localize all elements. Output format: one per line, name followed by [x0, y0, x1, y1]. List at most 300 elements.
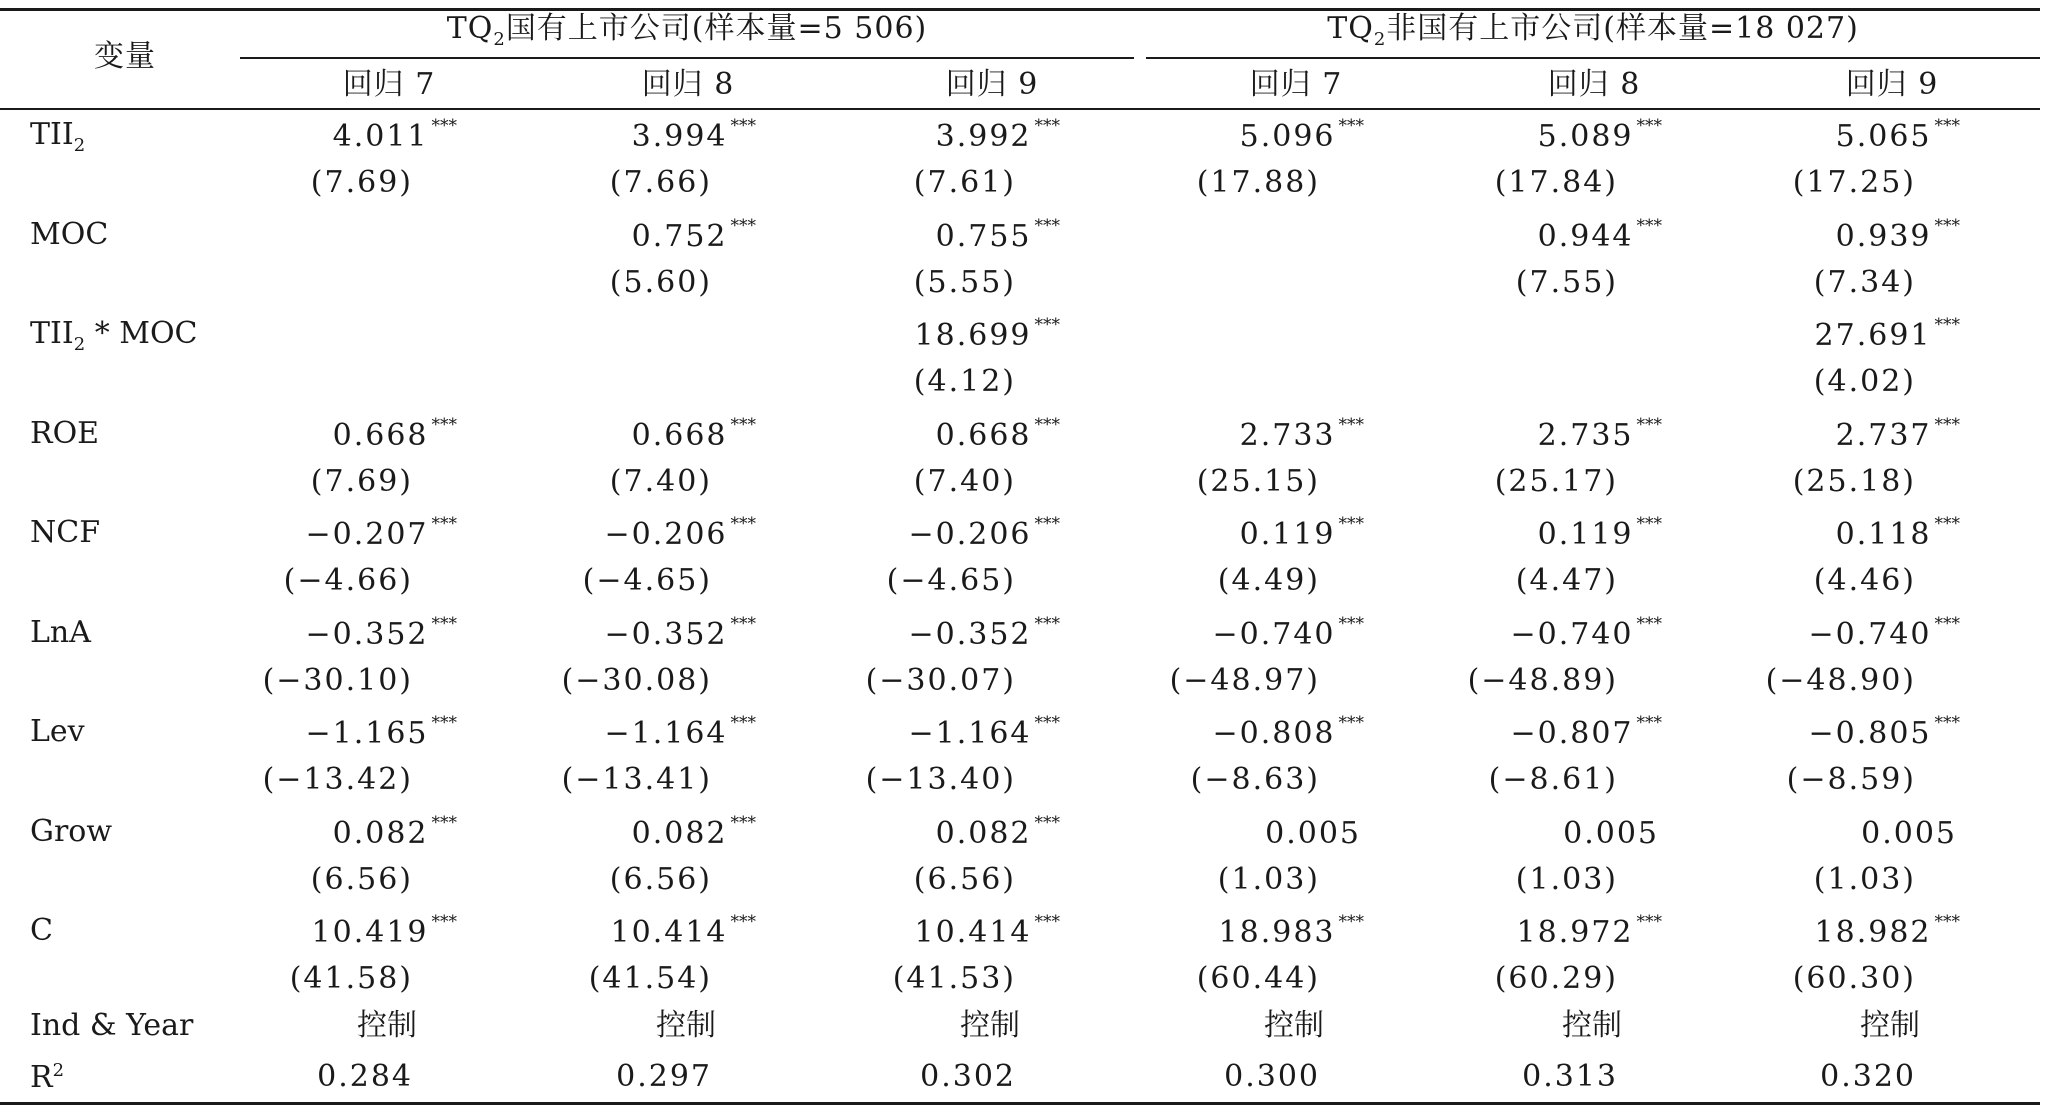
- t-statistic-cell: [913, 861, 1016, 897]
- coefficient-value: 18.699: [914, 318, 1032, 353]
- r-squared-label: [30, 1062, 64, 1093]
- row-label: [30, 913, 53, 948]
- coefficient-value: 3.994: [631, 119, 728, 154]
- r-squared-value: 0.300: [1224, 1059, 1320, 1094]
- t-statistic-cell: [1813, 563, 1916, 598]
- row-label: [30, 216, 109, 252]
- significance-stars: ***: [1034, 215, 1060, 236]
- header-rule: [0, 108, 2040, 110]
- t-statistic-cell: [1488, 762, 1618, 797]
- t-statistic-value: (25.17): [1494, 463, 1618, 499]
- coefficient-value: −0.352: [908, 616, 1032, 652]
- t-statistic-value: (60.30): [1792, 961, 1916, 996]
- control-cell: [656, 1008, 716, 1043]
- t-statistic-value: (1.03): [1217, 861, 1320, 897]
- coefficient-cell: [604, 713, 756, 751]
- t-statistic-value: (−8.63): [1190, 762, 1320, 797]
- significance-stars: ***: [730, 414, 756, 435]
- t-statistic-value: (41.53): [892, 961, 1016, 996]
- row-label-text: NCF: [30, 515, 101, 550]
- t-statistic-value: (25.18): [1792, 463, 1916, 499]
- t-statistic-cell: [865, 762, 1016, 797]
- coefficient-value: −0.206: [908, 517, 1032, 552]
- group-header-subscript: 2: [493, 29, 506, 50]
- control-cell: [1860, 1008, 1920, 1043]
- r-squared-cell: [920, 1059, 1016, 1094]
- significance-stars: ***: [1338, 116, 1364, 136]
- coefficient-value: −0.808: [1212, 716, 1336, 751]
- t-statistic-cell: [886, 563, 1016, 598]
- control-cell-text: 控制: [656, 1008, 716, 1043]
- significance-stars: ***: [1034, 514, 1060, 534]
- significance-stars: ***: [1034, 912, 1060, 932]
- t-statistic-cell: [310, 463, 413, 499]
- t-statistic-cell: [1786, 762, 1916, 797]
- coefficient-cell: [1835, 414, 1960, 453]
- coefficient-value: −1.165: [305, 716, 429, 751]
- r-squared-value: 0.284: [317, 1059, 413, 1094]
- coefficient-cell: [935, 215, 1060, 254]
- coefficient-value: −0.352: [305, 616, 429, 652]
- coefficient-cell: [305, 713, 457, 751]
- control-cell: [960, 1008, 1020, 1043]
- t-statistic-cell: [1494, 165, 1618, 200]
- significance-stars: ***: [1636, 912, 1662, 932]
- coefficient-value: 5.089: [1537, 119, 1634, 154]
- row-label-text: C: [30, 913, 53, 948]
- column-header-text: 回归 7: [342, 67, 436, 102]
- coefficient-cell: [1212, 613, 1364, 652]
- coefficient-value: 0.668: [935, 417, 1032, 453]
- bottom-rule: [0, 1102, 2040, 1105]
- coefficient-value: −1.164: [604, 716, 728, 751]
- coefficient-cell: [1537, 514, 1662, 552]
- t-statistic-value: (−4.66): [283, 563, 413, 598]
- t-statistic-cell: [310, 861, 413, 897]
- t-statistic-value: (−8.61): [1488, 762, 1618, 797]
- significance-stars: ***: [1934, 613, 1960, 634]
- group-header-subscript: 2: [1373, 29, 1387, 50]
- t-statistic-cell: [1494, 961, 1618, 996]
- control-cell: [1562, 1008, 1622, 1043]
- control-cell-text: 控制: [1860, 1008, 1920, 1043]
- significance-stars: ***: [1338, 912, 1364, 932]
- group-header-prefix: TQ: [446, 11, 494, 46]
- t-statistic-cell: [1196, 165, 1320, 200]
- coefficient-cell: [305, 613, 457, 652]
- t-statistic-value: (60.29): [1494, 961, 1618, 996]
- coefficient-value: −0.740: [1510, 616, 1634, 652]
- r-squared-cell: [1522, 1059, 1618, 1094]
- t-statistic-cell: [262, 662, 413, 698]
- coefficient-cell: [311, 912, 457, 950]
- t-statistic-value: (−4.65): [886, 563, 1016, 598]
- t-statistic-cell: [913, 463, 1016, 499]
- row-label-text: ROE: [30, 415, 100, 451]
- t-statistic-cell: [892, 961, 1016, 996]
- t-statistic-value: (41.54): [588, 961, 712, 996]
- significance-stars: ***: [730, 116, 756, 136]
- significance-stars: ***: [431, 613, 457, 634]
- coefficient-value: 10.414: [914, 915, 1032, 950]
- control-cell-text: 控制: [1562, 1008, 1622, 1043]
- coefficient-value: 0.005: [1861, 815, 1957, 851]
- row-label-subscript: 2: [73, 334, 86, 355]
- t-statistic-cell: [588, 961, 712, 996]
- coefficient-cell: [332, 812, 457, 851]
- significance-stars: ***: [730, 713, 756, 733]
- row-label-text: Grow: [30, 813, 113, 849]
- control-cell: [357, 1008, 417, 1043]
- column-header: [1547, 67, 1641, 102]
- t-statistic-value: (−13.41): [561, 762, 712, 797]
- group-rule-right: [1146, 57, 2040, 59]
- significance-stars: ***: [1338, 613, 1364, 634]
- r-squared-cell: [1820, 1059, 1916, 1094]
- t-statistic-value: (7.69): [310, 165, 413, 200]
- coefficient-value: −1.164: [908, 716, 1032, 751]
- t-statistic-value: (−30.10): [262, 662, 413, 698]
- coefficient-cell: [1537, 116, 1662, 154]
- t-statistic-value: (7.55): [1515, 264, 1618, 300]
- coefficient-cell: [1835, 215, 1960, 254]
- t-statistic-cell: [1515, 861, 1618, 897]
- coefficient-cell: [1537, 414, 1662, 453]
- column-header: [945, 67, 1039, 102]
- significance-stars: ***: [1934, 514, 1960, 534]
- coefficient-value: 5.096: [1239, 119, 1336, 154]
- significance-stars: ***: [1636, 613, 1662, 634]
- coefficient-cell: [631, 414, 756, 453]
- significance-stars: ***: [1034, 713, 1060, 733]
- control-cell-text: 控制: [357, 1008, 417, 1043]
- group-header-prefix: TQ: [1327, 11, 1374, 46]
- t-statistic-cell: [262, 762, 413, 797]
- coefficient-value: 0.119: [1239, 517, 1336, 552]
- coefficient-value: 0.752: [631, 218, 728, 254]
- coefficient-value: 0.939: [1835, 218, 1932, 254]
- coefficient-cell: [610, 912, 756, 950]
- r-squared-label-text: R: [30, 1060, 53, 1095]
- t-statistic-value: (7.40): [609, 463, 712, 499]
- significance-stars: ***: [1034, 613, 1060, 634]
- coefficient-cell: [1239, 116, 1364, 154]
- significance-stars: ***: [1034, 414, 1060, 435]
- coefficient-value: −0.807: [1510, 716, 1634, 751]
- t-statistic-value: (7.40): [913, 463, 1016, 499]
- coefficient-value: 0.082: [935, 815, 1032, 851]
- t-statistic-value: (6.56): [913, 861, 1016, 897]
- column-header-text: 回归 8: [641, 67, 735, 102]
- coefficient-cell: [305, 514, 457, 552]
- coefficient-value: −0.352: [604, 616, 728, 652]
- t-statistic-value: (−30.08): [561, 662, 712, 698]
- coefficient-cell: [1265, 815, 1364, 851]
- group-rule-left: [240, 57, 1134, 59]
- coefficient-value: 5.065: [1835, 119, 1932, 154]
- significance-stars: ***: [431, 116, 457, 136]
- t-statistic-cell: [609, 463, 712, 499]
- coefficient-cell: [604, 613, 756, 652]
- t-statistic-cell: [1792, 463, 1916, 499]
- coefficient-cell: [914, 912, 1060, 950]
- coefficient-cell: [1537, 215, 1662, 254]
- coefficient-value: 2.735: [1537, 417, 1634, 453]
- coefficient-cell: [1563, 815, 1662, 851]
- control-cell-text: 控制: [960, 1008, 1020, 1043]
- column-header-text: 回归 9: [945, 67, 1039, 102]
- t-statistic-value: (6.56): [609, 861, 712, 897]
- significance-stars: ***: [431, 713, 457, 733]
- significance-stars: ***: [1034, 116, 1060, 136]
- t-statistic-cell: [1217, 861, 1320, 897]
- t-statistic-value: (−48.89): [1467, 662, 1618, 698]
- t-statistic-cell: [1467, 662, 1618, 698]
- significance-stars: ***: [1338, 414, 1364, 435]
- coefficient-cell: [935, 812, 1060, 851]
- row-label-text: Lev: [30, 714, 85, 749]
- coefficient-cell: [1218, 912, 1364, 950]
- column-header: [641, 67, 735, 102]
- r-squared-cell: [317, 1059, 413, 1094]
- coefficient-value: 10.419: [311, 915, 429, 950]
- t-statistic-value: (−13.42): [262, 762, 413, 797]
- significance-stars: ***: [1934, 713, 1960, 733]
- control-row-label: [30, 1008, 194, 1043]
- t-statistic-cell: [609, 264, 712, 300]
- significance-stars: ***: [1934, 912, 1960, 932]
- coefficient-value: 0.944: [1537, 218, 1634, 254]
- t-statistic-cell: [1217, 563, 1320, 598]
- coefficient-value: 4.011: [332, 119, 429, 154]
- column-header-text: 回归 8: [1547, 67, 1641, 102]
- t-statistic-value: (25.15): [1196, 463, 1320, 499]
- t-statistic-value: (7.34): [1813, 264, 1916, 300]
- row-label: [30, 415, 100, 451]
- coefficient-cell: [631, 116, 756, 154]
- coefficient-value: 3.992: [935, 119, 1032, 154]
- t-statistic-cell: [1765, 662, 1916, 698]
- t-statistic-value: (17.25): [1792, 165, 1916, 200]
- significance-stars: ***: [1934, 116, 1960, 136]
- r-squared-value: 0.320: [1820, 1059, 1916, 1094]
- t-statistic-cell: [1813, 264, 1916, 300]
- t-statistic-value: (41.58): [289, 961, 413, 996]
- coefficient-value: 0.119: [1537, 517, 1634, 552]
- t-statistic-value: (−8.59): [1786, 762, 1916, 797]
- t-statistic-value: (7.69): [310, 463, 413, 499]
- row-label: [30, 515, 101, 550]
- t-statistic-cell: [913, 364, 1016, 399]
- group-header-title: 国有上市公司(样本量=5 506): [505, 11, 928, 46]
- coefficient-cell: [1808, 713, 1960, 751]
- coefficient-value: −0.206: [604, 517, 728, 552]
- significance-stars: ***: [1034, 315, 1060, 335]
- t-statistic-value: (4.47): [1515, 563, 1618, 598]
- significance-stars: ***: [431, 414, 457, 435]
- coefficient-cell: [1239, 414, 1364, 453]
- t-statistic-value: (−48.90): [1765, 662, 1916, 698]
- significance-stars: ***: [1636, 414, 1662, 435]
- column-header-text: 回归 9: [1845, 67, 1939, 102]
- column-header: [342, 67, 436, 102]
- coefficient-cell: [631, 812, 756, 851]
- coefficient-value: 18.982: [1814, 915, 1932, 950]
- t-statistic-value: (17.84): [1494, 165, 1618, 200]
- t-statistic-cell: [561, 762, 712, 797]
- coefficient-cell: [1814, 912, 1960, 950]
- coefficient-value: −0.740: [1212, 616, 1336, 652]
- t-statistic-cell: [283, 563, 413, 598]
- coefficient-cell: [1510, 613, 1662, 652]
- r-squared-value: 0.302: [920, 1059, 1016, 1094]
- t-statistic-value: (4.46): [1813, 563, 1916, 598]
- significance-stars: ***: [1636, 215, 1662, 236]
- t-statistic-value: (1.03): [1813, 861, 1916, 897]
- coefficient-value: 0.082: [631, 815, 728, 851]
- t-statistic-cell: [1169, 662, 1320, 698]
- coefficient-cell: [935, 116, 1060, 154]
- t-statistic-cell: [609, 861, 712, 897]
- significance-stars: ***: [730, 514, 756, 534]
- coefficient-cell: [1212, 713, 1364, 751]
- t-statistic-value: (4.49): [1217, 563, 1320, 598]
- t-statistic-cell: [913, 264, 1016, 300]
- t-statistic-value: (1.03): [1515, 861, 1618, 897]
- coefficient-cell: [1835, 116, 1960, 154]
- coefficient-value: −0.207: [305, 517, 429, 552]
- coefficient-value: 27.691: [1814, 318, 1932, 353]
- coefficient-cell: [1516, 912, 1662, 950]
- significance-stars: ***: [730, 812, 756, 833]
- r-squared-superscript: 2: [52, 1060, 65, 1081]
- significance-stars: ***: [1934, 414, 1960, 435]
- coefficient-value: 0.082: [332, 815, 429, 851]
- column-header: [1249, 67, 1343, 102]
- t-statistic-cell: [865, 662, 1016, 698]
- significance-stars: ***: [730, 215, 756, 236]
- row-label: [30, 117, 86, 156]
- t-statistic-cell: [310, 165, 413, 200]
- t-statistic-cell: [561, 662, 712, 698]
- t-statistic-cell: [289, 961, 413, 996]
- row-label: [30, 614, 91, 650]
- t-statistic-value: (−30.07): [865, 662, 1016, 698]
- r-squared-cell: [616, 1059, 712, 1094]
- significance-stars: ***: [431, 812, 457, 833]
- coefficient-cell: [1239, 514, 1364, 552]
- group-header: [1327, 11, 1859, 50]
- significance-stars: ***: [431, 514, 457, 534]
- t-statistic-value: (−48.97): [1169, 662, 1320, 698]
- row-label-subscript: 2: [73, 135, 86, 156]
- row-label-text: LnA: [30, 614, 91, 650]
- coefficient-cell: [1808, 613, 1960, 652]
- coefficient-value: 0.755: [935, 218, 1032, 254]
- t-statistic-cell: [609, 165, 712, 200]
- t-statistic-cell: [913, 165, 1016, 200]
- coefficient-value: 2.733: [1239, 417, 1336, 453]
- coefficient-cell: [908, 514, 1060, 552]
- coefficient-cell: [1835, 514, 1960, 552]
- row-label-text: TII: [30, 117, 74, 152]
- coefficient-value: −0.740: [1808, 616, 1932, 652]
- row-label-text: MOC: [30, 216, 109, 252]
- t-statistic-cell: [1792, 961, 1916, 996]
- group-header-title: 非国有上市公司(样本量=18 027): [1386, 11, 1859, 46]
- corner-label-text: 变量: [94, 39, 156, 74]
- coefficient-value: 0.005: [1265, 815, 1361, 851]
- coefficient-cell: [332, 414, 457, 453]
- t-statistic-cell: [582, 563, 712, 598]
- significance-stars: ***: [1636, 116, 1662, 136]
- coefficient-value: 0.668: [631, 417, 728, 453]
- coefficient-cell: [604, 514, 756, 552]
- t-statistic-value: (4.02): [1813, 364, 1916, 399]
- coefficient-value: 18.972: [1516, 915, 1634, 950]
- control-row-label-text: Ind & Year: [30, 1008, 194, 1043]
- significance-stars: ***: [431, 912, 457, 932]
- coefficient-value: 18.983: [1218, 915, 1336, 950]
- row-label-suffix: * MOC: [85, 316, 198, 351]
- t-statistic-value: (7.66): [609, 165, 712, 200]
- t-statistic-value: (5.55): [913, 264, 1016, 300]
- t-statistic-value: (60.44): [1196, 961, 1320, 996]
- t-statistic-cell: [1494, 463, 1618, 499]
- coefficient-cell: [1510, 713, 1662, 751]
- t-statistic-cell: [1813, 364, 1916, 399]
- coefficient-cell: [1861, 815, 1960, 851]
- control-cell-text: 控制: [1264, 1008, 1324, 1043]
- coefficient-value: 10.414: [610, 915, 728, 950]
- t-statistic-cell: [1792, 165, 1916, 200]
- significance-stars: ***: [1636, 514, 1662, 534]
- coefficient-cell: [908, 613, 1060, 652]
- r-squared-cell: [1224, 1059, 1320, 1094]
- significance-stars: ***: [1034, 812, 1060, 833]
- coefficient-value: −0.805: [1808, 716, 1932, 751]
- t-statistic-value: (17.88): [1196, 165, 1320, 200]
- coefficient-cell: [914, 315, 1060, 353]
- coefficient-cell: [935, 414, 1060, 453]
- coefficient-cell: [631, 215, 756, 254]
- row-label: [30, 714, 85, 749]
- r-squared-value: 0.297: [616, 1059, 712, 1094]
- t-statistic-value: (5.60): [609, 264, 712, 300]
- column-header: [1845, 67, 1939, 102]
- coefficient-value: 2.737: [1835, 417, 1932, 453]
- t-statistic-cell: [1196, 463, 1320, 499]
- row-label: [30, 316, 198, 355]
- significance-stars: ***: [1934, 215, 1960, 236]
- t-statistic-value: (−4.65): [582, 563, 712, 598]
- coefficient-cell: [908, 713, 1060, 751]
- significance-stars: ***: [1338, 514, 1364, 534]
- significance-stars: ***: [1934, 315, 1960, 335]
- coefficient-cell: [332, 116, 457, 154]
- significance-stars: ***: [730, 613, 756, 634]
- coefficient-value: 0.668: [332, 417, 429, 453]
- group-header: [446, 11, 928, 50]
- t-statistic-cell: [1196, 961, 1320, 996]
- row-label-text: TII: [30, 316, 74, 351]
- significance-stars: ***: [1338, 713, 1364, 733]
- t-statistic-value: (4.12): [913, 364, 1016, 399]
- significance-stars: ***: [1636, 713, 1662, 733]
- t-statistic-cell: [1813, 861, 1916, 897]
- significance-stars: ***: [730, 912, 756, 932]
- coefficient-value: 0.118: [1835, 517, 1932, 552]
